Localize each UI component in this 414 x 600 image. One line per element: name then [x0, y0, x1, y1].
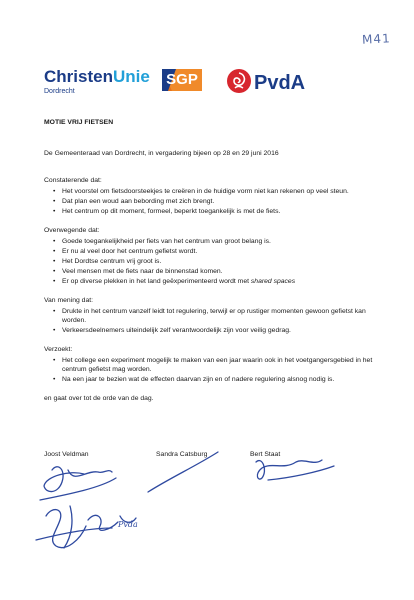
list-item: • Er nu al veel door het centrum gefietst wordt.	[62, 247, 374, 256]
christenunie-logo-part2: Unie	[112, 67, 150, 86]
party-logos	[44, 68, 344, 108]
list-item: • Er op diverse plekken in het land geëxperimenteerd wordt met shared spaces	[62, 277, 374, 286]
list-item: • Goede toegankelijkheid per fiets van het centrum van groot belang is.	[62, 237, 374, 246]
signer-name: Joost Veldman	[44, 451, 89, 458]
section-heading-verzoekt: Verzoekt:	[44, 346, 73, 353]
section-list-van-mening	[44, 307, 374, 335]
signature-lower-suffix: Pvda	[118, 520, 138, 529]
signature-lower-stroke	[64, 506, 72, 548]
signature-lower-stroke	[120, 516, 136, 522]
list-item: • Het Dordtse centrum vrij groot is.	[62, 257, 374, 266]
motion-title: MOTIE VRIJ FIETSEN	[44, 119, 114, 126]
motion-intro: De Gemeenteraad van Dordrecht, in vergadering bijeen op 28 en 29 juni 2016	[44, 150, 279, 157]
list-item: • Verkeersdeelnemers uiteindelijk zelf verantwoordelijk zijn voor veilig gedrag.	[62, 326, 374, 335]
christenunie-logo	[44, 68, 150, 95]
christenunie-logo-part1: Christen	[44, 67, 113, 86]
signature-veldman-stroke	[44, 467, 84, 492]
section-list-verzoekt	[44, 356, 374, 384]
motion-body	[44, 118, 374, 403]
christenunie-city: Dordrecht	[44, 88, 75, 95]
list-item: • Na een jaar te bezien wat de effecten daarvan zijn en of nadere regulering alsnog nodig is.	[62, 375, 374, 384]
list-item: • Dat plan een woud aan bebording met zich brengt.	[62, 197, 374, 206]
rose-icon	[226, 68, 252, 94]
signature-staat-stroke	[268, 466, 334, 480]
section-list-constaterende	[44, 187, 374, 216]
signature-staat-stroke	[256, 460, 322, 479]
section-heading-constaterende: Constaterende dat:	[44, 177, 102, 184]
signature-veldman-stroke	[68, 470, 112, 476]
signature-veldman-stroke	[40, 478, 116, 500]
sgp-logo	[162, 69, 202, 91]
section-heading-overwegende: Overwegende dat:	[44, 227, 100, 234]
section-heading-van-mening: Van mening dat:	[44, 297, 93, 304]
list-item: • Veel mensen met de fiets naar de binnenstad komen.	[62, 267, 374, 276]
list-item: • Het centrum op dit moment, formeel, beperkt toegankelijk is met de fiets.	[62, 207, 374, 216]
signer-name: Sandra Catsburg	[156, 451, 208, 458]
signature-catsburg-stroke	[148, 452, 218, 492]
section-list-overwegende	[44, 237, 374, 286]
pvda-logo-text: PvdA	[254, 72, 306, 94]
motion-closing: en gaat over tot de orde van de dag.	[44, 395, 154, 402]
signature-lower-stroke	[88, 515, 118, 530]
handwritten-annotation: M41	[361, 31, 391, 47]
signature-lower-stroke	[46, 510, 86, 548]
sgp-logo-text: SGP	[166, 71, 198, 88]
emphasis-text: shared spaces	[250, 278, 296, 285]
list-item: • Drukte in het centrum vanzelf leidt tot regulering, terwijl er op rustiger momenten gewoon gefietst kan worden.	[62, 307, 374, 325]
signature-lower-stroke	[36, 528, 112, 540]
list-item: • Het college een experiment mogelijk te maken van een jaar waarin ook in het voetgangersgebied in het centrum gefietst mag worden.	[62, 356, 374, 374]
list-item: • Het voorstel om fietsdoorsteekjes te creëren in de huidige vorm niet kan rekenen op veel steun.	[62, 187, 374, 196]
signer-name: Bert Staat	[250, 451, 281, 458]
